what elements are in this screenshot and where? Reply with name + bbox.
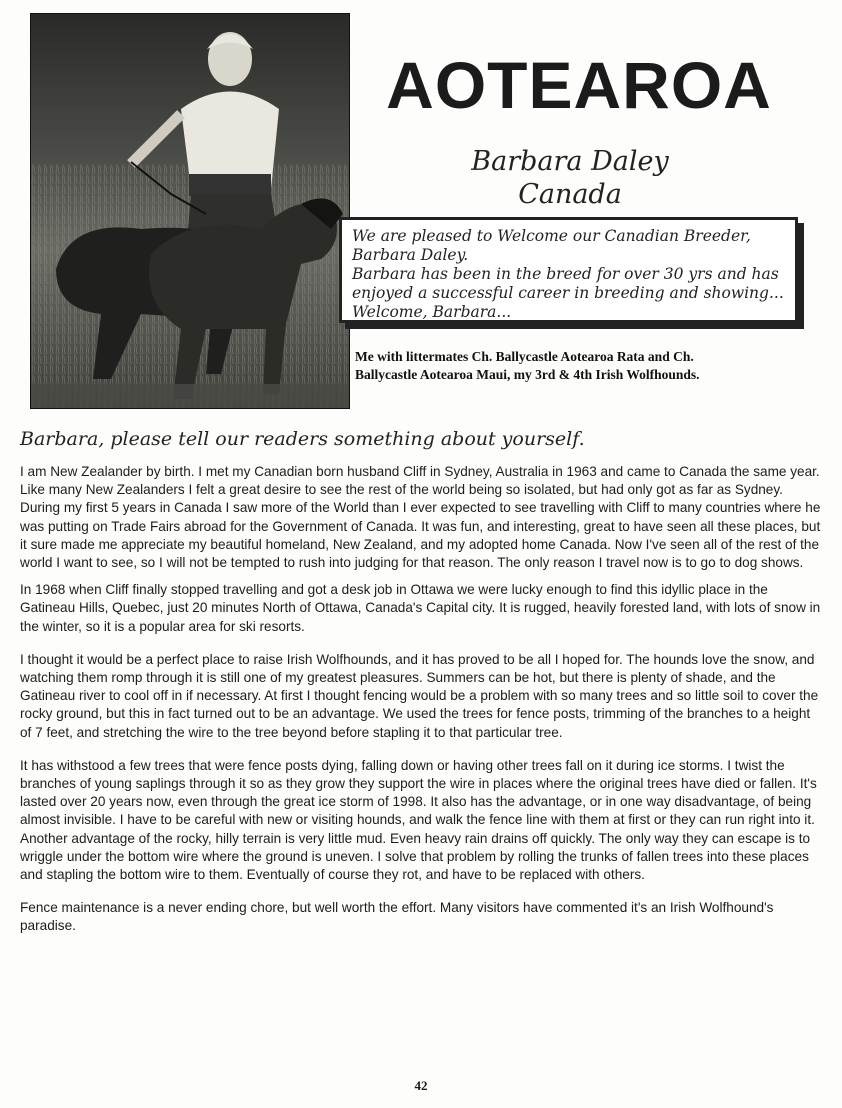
welcome-line: Barbara Daley. (352, 246, 469, 264)
welcome-line: Barbara has been in the breed for over 30 yrs and has (352, 265, 779, 283)
byline (400, 145, 740, 211)
photo-caption (355, 348, 795, 384)
caption-line: Me with littermates Ch. Ballycastle Aotearoa Rata and Ch. (355, 349, 694, 364)
article-body (20, 463, 822, 945)
article-heading: Barbara, please tell our readers something about yourself. (20, 428, 585, 450)
photo-illustration (31, 14, 349, 408)
article-paragraph: I am New Zealander by birth. I met my Canadian born husband Cliff in Sydney, Australia in 1963 and came to Canada the same year. Like many New Zealanders I felt a great desire to see the rest of the world being so isolated, but had only got as far as Sydney. During my first 5 years in Canada I saw more of the World than I ever expected to see travelling with Cliff to many countries where he was putting on Trade Fairs abroad for the Government of Canada. It was fun, and interesting, great to have seen all these places, but it sure made me appreciate my beautiful homeland, New Zealand, and my adopted home Canada. Now I've seen all of the rest of the world I want to see, so I will not be tempted to rush into judging for that reason. The only reason I travel now is to go to dog shows. (20, 464, 821, 571)
article-paragraph: It has withstood a few trees that were fence posts dying, falling down or having other trees fall on it during ice storms. I twist the branches of young saplings through it so as they grow they support the wire in places where the original trees have died or fallen. It's lasted over 20 years now, even through the great ice storm of 1998. It also has the advantage, or in one way disadvantage, of being almost invisible. I have to be careful with new or visiting hounds, and walk the fence line with them at first or they can run right into it. Another advantage of the rocky, hilly terrain is very little mud. Even heavy rain drains off quickly. The only way they can escape is to wriggle under the bottom wire where the ground is uneven. I solve that problem by rolling the trunks of fallen trees into these places and stapling the bottom wire to them. Eventually of course they rot, and have to be replaced with others. (20, 757, 817, 883)
welcome-line: Welcome, Barbara... (352, 303, 512, 321)
welcome-box (339, 217, 798, 323)
welcome-line: We are pleased to Welcome our Canadian Breeder, (352, 227, 751, 245)
photo-woman-with-wolfhounds (30, 13, 350, 409)
article-paragraph: Fence maintenance is a never ending chore, but well worth the effort. Many visitors have commented it's an Irish Wolfhound's paradise. (20, 900, 774, 934)
author-country: Canada (518, 179, 622, 210)
author-name: Barbara Daley (471, 146, 669, 177)
article-paragraph: I thought it would be a perfect place to raise Irish Wolfhounds, and it has proved to be all I hoped for. The hounds love the snow, and watching them romp through it is still one of my greatest pleasures. Summers can be hot, but there is plenty of shade, and the Gatineau river to cool off in if necessary. At first I thought fencing would be a problem with so many trees and so little soil to cover the rocky ground, but this in fact turned out to be an advantage. We used the trees for fence posts, trimming of the branches to a height of 7 feet, and stretching the wire to the tree beyond before stapling it to that particular tree. (20, 651, 819, 740)
article-paragraph: In 1968 when Cliff finally stopped travelling and got a desk job in Ottawa we were lucky enough to find this idyllic place in the Gatineau Hills, Quebec, just 20 minutes North of Ottawa, Canada's Capital city. It is rugged, heavily forested land, with lots of snow in the winter, so it is a popular area for ski resorts. (20, 582, 821, 634)
page-number: 42 (414, 1078, 428, 1093)
page-title: AOTEAROA (386, 48, 772, 122)
welcome-line: enjoyed a successful career in breeding and showing... (352, 284, 784, 302)
caption-line: Ballycastle Aotearoa Maui, my 3rd & 4th Irish Wolfhounds. (355, 367, 700, 382)
